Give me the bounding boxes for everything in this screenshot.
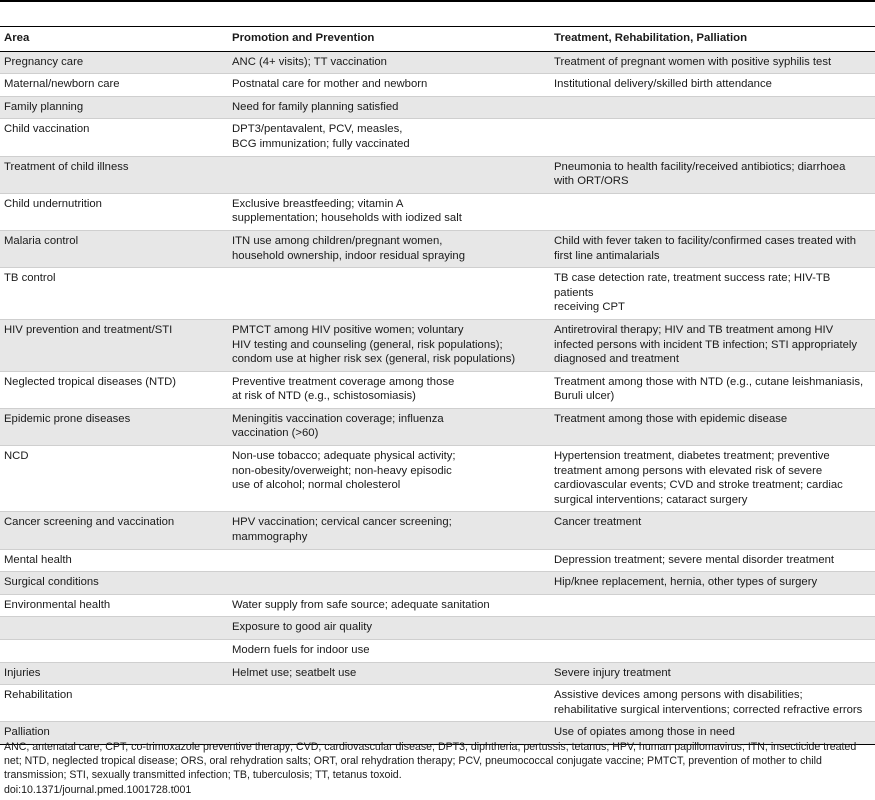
cell-area (0, 640, 228, 663)
table-row (0, 51, 875, 74)
header-treatment-rehabilitation-palliation: Treatment, Rehabilitation, Palliation (550, 27, 875, 52)
cell-area: NCD (0, 446, 228, 512)
cell-prevention: ITN use among children/pregnant women, household ownership, indoor residual spraying (228, 230, 550, 267)
table-row (0, 319, 875, 371)
table-row (0, 74, 875, 97)
cell-prevention (228, 549, 550, 572)
cell-treatment (550, 617, 875, 640)
cell-area: Treatment of child illness (0, 156, 228, 193)
cell-treatment (550, 640, 875, 663)
cell-treatment: Institutional delivery/skilled birth attendance (550, 74, 875, 97)
table-row (0, 230, 875, 267)
cell-treatment: Assistive devices among persons with disabilities; rehabilitative surgical interventions; corrected refractive errors (550, 685, 875, 722)
cell-prevention: DPT3/pentavalent, PCV, measles, BCG immunization; fully vaccinated (228, 119, 550, 156)
table-header (0, 27, 875, 52)
cell-prevention: PMTCT among HIV positive women; voluntary HIV testing and counseling (general, risk populations); condom use at higher risk sex (general, risk populations) (228, 319, 550, 371)
cell-area: Child vaccination (0, 119, 228, 156)
cell-area: Injuries (0, 662, 228, 685)
cell-area: Palliation (0, 722, 228, 745)
table-row (0, 371, 875, 408)
cell-area: Malaria control (0, 230, 228, 267)
table-row (0, 512, 875, 549)
table-row (0, 617, 875, 640)
cell-treatment: Severe injury treatment (550, 662, 875, 685)
cell-treatment (550, 119, 875, 156)
cell-area: Child undernutrition (0, 193, 228, 230)
cell-treatment: Depression treatment; severe mental disorder treatment (550, 549, 875, 572)
cell-treatment: Hip/knee replacement, hernia, other types of surgery (550, 572, 875, 595)
cell-prevention: Exposure to good air quality (228, 617, 550, 640)
cell-area: Environmental health (0, 594, 228, 617)
table-footnote (4, 740, 872, 797)
cell-treatment: Treatment of pregnant women with positive syphilis test (550, 51, 875, 74)
cell-prevention (228, 572, 550, 595)
cell-prevention: ANC (4+ visits); TT vaccination (228, 51, 550, 74)
cell-area: Rehabilitation (0, 685, 228, 722)
cell-area: Cancer screening and vaccination (0, 512, 228, 549)
table-row (0, 119, 875, 156)
cell-treatment: Use of opiates among those in need (550, 722, 875, 745)
cell-area: Maternal/newborn care (0, 74, 228, 97)
cell-prevention: Need for family planning satisfied (228, 96, 550, 119)
table-row (0, 156, 875, 193)
header-area: Area (0, 27, 228, 52)
table-row (0, 594, 875, 617)
cell-treatment: Child with fever taken to facility/confirmed cases treated with first line antimalarials (550, 230, 875, 267)
cell-area: Pregnancy care (0, 51, 228, 74)
table-row (0, 572, 875, 595)
cell-prevention: Modern fuels for indoor use (228, 640, 550, 663)
cell-treatment (550, 96, 875, 119)
cell-treatment: Pneumonia to health facility/received antibiotics; diarrhoea with ORT/ORS (550, 156, 875, 193)
cell-treatment: Treatment among those with NTD (e.g., cutane leishmaniasis, Buruli ulcer) (550, 371, 875, 408)
cell-prevention: Non-use tobacco; adequate physical activity; non-obesity/overweight; non-heavy episodic use of alcohol; normal cholesterol (228, 446, 550, 512)
cell-treatment: Cancer treatment (550, 512, 875, 549)
cell-area (0, 617, 228, 640)
cell-prevention: Water supply from safe source; adequate sanitation (228, 594, 550, 617)
cell-treatment: Antiretroviral therapy; HIV and TB treatment among HIV infected persons with incident TB infection; STI appropriately diagnosed and treatment (550, 319, 875, 371)
table-row (0, 549, 875, 572)
table-row (0, 640, 875, 663)
top-rule (0, 0, 875, 2)
cell-prevention (228, 268, 550, 320)
cell-area: Surgical conditions (0, 572, 228, 595)
doi-text: doi:10.1371/journal.pmed.1001728.t001 (4, 783, 192, 796)
cell-area: Mental health (0, 549, 228, 572)
cell-treatment (550, 193, 875, 230)
table-row (0, 685, 875, 722)
table-row (0, 96, 875, 119)
cell-area: HIV prevention and treatment/STI (0, 319, 228, 371)
cell-prevention: Postnatal care for mother and newborn (228, 74, 550, 97)
table-row (0, 193, 875, 230)
cell-area: TB control (0, 268, 228, 320)
cell-area: Family planning (0, 96, 228, 119)
header-promotion-prevention: Promotion and Prevention (228, 27, 550, 52)
header-row (0, 27, 875, 52)
cell-prevention: Exclusive breastfeeding; vitamin A supplementation; households with iodized salt (228, 193, 550, 230)
abbreviations-note: ANC, antenatal care; CPT, co-trimoxazole preventive therapy; CVD, cardiovascular disease; DPT3, diphtheria, pertussis, tetanus; HPV, human papillomavirus; ITN, insecticide treated net; NTD, neglected tropical disease; ORS, oral rehydration salts; ORT, oral rehydration therapy; PCV, pneumococcal conjugate vaccine; PMTCT, prevention of mother to child transmission; STI, sexually transmitted infection; TB, tuberculosis; TT, tetanus toxoid. (4, 741, 857, 782)
cell-prevention: Helmet use; seatbelt use (228, 662, 550, 685)
cell-treatment: TB case detection rate, treatment success rate; HIV-TB patients receiving CPT (550, 268, 875, 320)
table-row (0, 446, 875, 512)
indicator-table (0, 26, 875, 745)
cell-treatment (550, 594, 875, 617)
cell-prevention: Preventive treatment coverage among those at risk of NTD (e.g., schistosomiasis) (228, 371, 550, 408)
cell-area: Neglected tropical diseases (NTD) (0, 371, 228, 408)
cell-prevention: HPV vaccination; cervical cancer screening; mammography (228, 512, 550, 549)
cell-treatment: Treatment among those with epidemic disease (550, 408, 875, 445)
cell-treatment: Hypertension treatment, diabetes treatment; preventive treatment among persons with elevated risk of severe cardiovascular events; CVD and stroke treatment; cardiac surgical interventions; cataract surgery (550, 446, 875, 512)
cell-prevention: Meningitis vaccination coverage; influenza vaccination (>60) (228, 408, 550, 445)
indicator-table-container (0, 26, 875, 745)
table-row (0, 408, 875, 445)
cell-prevention (228, 156, 550, 193)
table-row (0, 268, 875, 320)
cell-area: Epidemic prone diseases (0, 408, 228, 445)
cell-prevention (228, 685, 550, 722)
table-body (0, 51, 875, 744)
table-row (0, 662, 875, 685)
